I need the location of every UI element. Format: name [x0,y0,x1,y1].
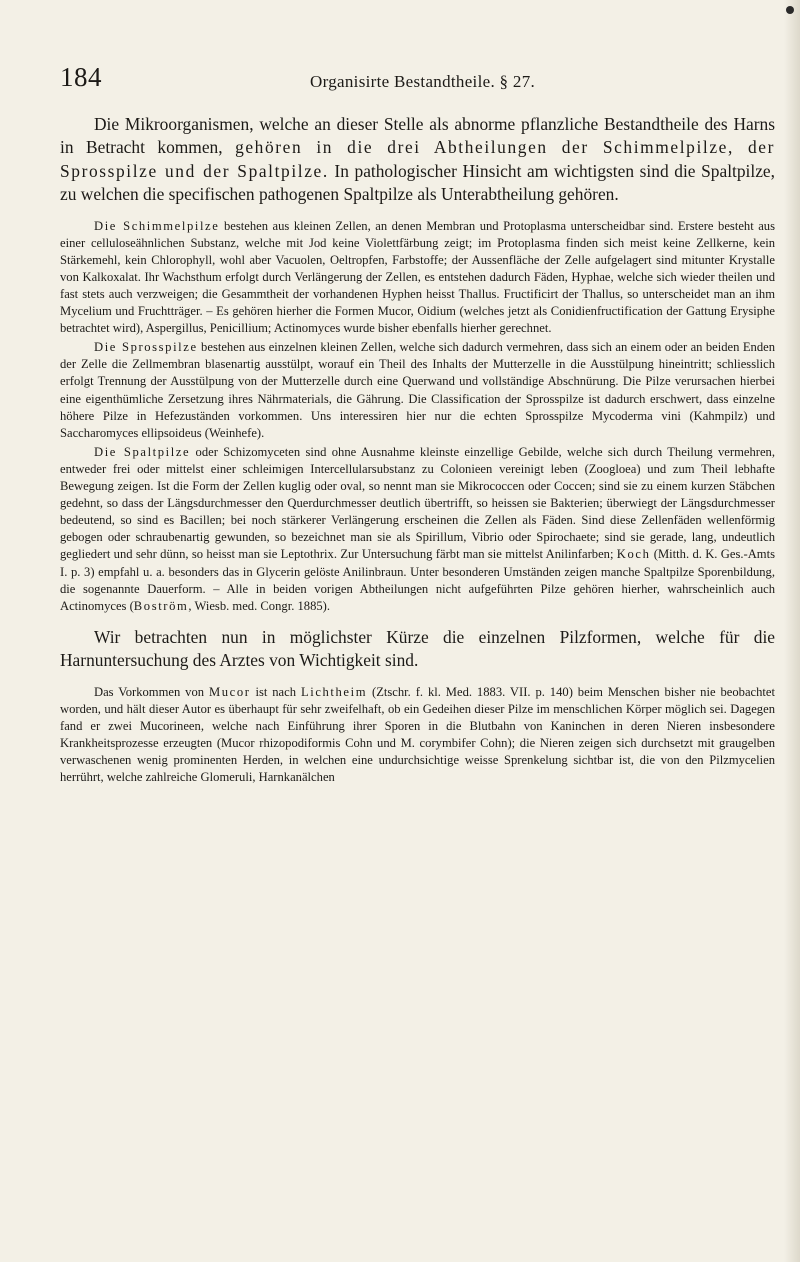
body-text [60,113,775,786]
spaltpilze-paragraph [60,444,775,615]
sprosspilze-text: bestehen aus einzelnen kleinen Zellen, welche sich dadurch vermehren, dass sich an einem oder an beiden Enden der Zelle die Zellmembran blasenartig ausstülpt, worauf ein Theil des Inhalts der Mutterzelle in die Ausstülpung hineintritt; schliesslich erfolgt Trennung der Ausstülpung von der Mutterzelle durch eine Querwand und vollständige Abschnürung. Die Pilze verursachen hierbei eine eigenthümliche Zersetzung ihres Nährmaterials, die Gährung. Die Classification der Sprosspilze ist dadurch erschwert, dass einzelne höhere Pilze in Hefezuständen vorkommen. Uns interessiren hier nur die echten Sprosspilze Mycoderma vini (Kahmpilz) und Saccharomyces ellipsoideus (Weinhefe). [60,340,776,440]
schimmelpilze-paragraph [60,218,775,338]
schimmelpilze-text: bestehen aus kleinen Zellen, an denen Membran und Protoplasma unterscheidbar sind. Erstere besteht aus einer celluloseähnlichen Substanz, welche mit Jod keine Violettfärbung zeigt; im Protoplasma finden sich meist keine Zellkerne, kein Stärkemehl, kein Chlorophyll, wohl aber Vacuolen, Oeltropfen, Farbstoffe; der Aussenfläche der Zelle aufgelagert sind mitunter Krystalle von Kalkoxalat. Ihr Wachsthum erfolgt durch Verlängerung der Zellen, es entstehen dadurch Fäden, Hyphae, welche sich wieder theilen und fast stets auch verzweigen; die Gesammtheit der vorhandenen Hyphen heisst Thallus. Fructificirt der Thallus, so unterscheidet man an ihm Mycelium und Fruchtträger. – Es gehören hierher die Formen Mucor, Oidium (welches jetzt als Conidienfructification der Gattung Erysiphe betrachtet wird), Aspergillus, Penicillium; Actinomyces wurde bisher ebenfalls hierher gerechnet. [60,218,775,336]
overview-paragraph: Wir betrachten nun in möglichster Kürze die einzelnen Pilzformen, welche für die Harnuntersuchung des Arztes von Wichtigkeit sind. [60,626,775,671]
author-bostroem: Boström [133,598,189,613]
spaltpilze-term: Die Spaltpilze [94,444,191,459]
intro-text-c: In pathologischer Hinsicht am wichtigsten sind die Spaltpilze, zu welchen die specifischen pathogenen Spaltpilze als Unterabtheilung gehören. [60,160,775,205]
mucor-term: Mucor [208,684,251,699]
spaltpilze-text-1: oder Schizomyceten sind ohne Ausnahme kleinste einzellige Gebilde, welche sich durch Theilung vermehren, entweder frei oder mittelst einer schleimigen Intercellularsubstanz zu Colonieen vereinigt leben (Zoogloea) und zum Theil lebhafte Bewegung zeigen. Ist die Form der Zellen kuglig oder oval, so nennt man sie Mikrococcen oder Coccen; sind sie zu einem kurzen Stäbchen gedehnt, so dass der Längsdurchmesser den Querdurchmesser deutlich übertrifft, so heissen sie Bakterien; überwiegt der Längsdurchmesser bedeutend, so sind es Bacillen; bei noch stärkerer Verlängerung erscheinen die Zellen als Fäden. Sind diese Zellenfäden wellenförmig gebogen oder schraubenartig gewunden, so bezeichnet man sie als Spirillum, Vibrio oder Spirochaete; sind sie gerade, lang, undeutlich gegliedert und sehr dünn, so heisst man sie Leptothrix. Zur Untersuchung färbt man sie mittelst Anilinfarben; [60,444,775,562]
page-edge-shadow [784,0,800,1262]
page-number: 184 [60,62,102,92]
intro-text-emphasis: gehören in die drei Abtheilungen der Schimmelpilze, der Sprosspilze und der Spaltpilze. [60,137,775,181]
running-head: Organisirte Bestandtheile. § 27. [310,72,536,91]
mucor-text-c: (Ztschr. f. kl. Med. 1883. VII. p. 140) beim Menschen bisher nie beobachtet worden, und hält dieser Autor es überhaupt für sehr zweifelhaft, ob ein Gedeihen dieser Pilze im menschlichen Körper möglich sei. Dagegen fand er zwei Mucorineen, welche nach Einführung ihrer Sporen in die Blutbahn von Kaninchen in deren Nieren insbesondere Krankheitsprozesse erzeugten (Mucor rhizopodiformis Cohn und M. corymbifer Cohn); die Nieren zeigen sich durchsetzt mit graugelben verwaschenen wenig prominenten Herden, in welchen eine undurchsichtige weisse Sprenkelung sichtbar ist, die von den Pilzmycelien herrührt, welche zahlreiche Glomeruli, Harnkanälchen [60,684,776,785]
binding-hole-mark [786,6,794,14]
intro-text-a: Die Mikroorganismen, welche an dieser Stelle als abnorme pflanzliche Bestandtheile des Harns in Betracht kommen, [60,114,775,158]
author-lichtheim: Lichtheim [300,684,368,699]
mucor-paragraph [60,684,775,787]
sprosspilze-paragraph [60,339,775,442]
mucor-text-a: Das Vorkommen von [94,684,209,699]
spaltpilze-text-3: , Wiesb. med. Congr. 1885). [188,598,331,613]
schimmelpilze-term: Die Schimmelpilze [94,218,220,233]
page-header [60,62,760,102]
author-koch: Koch [616,547,651,562]
spaltpilze-text-2: (Mitth. d. K. Ges.-Amts I. p. 3) empfahl u. a. besonders das in Glycerin gelöste Anilinbraun. Unter besonderen Umständen zeigen manche Spaltpilze Sporenbildung, die sogenannte Dauerform. – Alle in beiden vorigen Abtheilungen nicht aufgeführten Pilze gehören hierher, wahrscheinlich auch Actinomyces ( [60,547,775,613]
intro-paragraph [60,113,775,207]
mucor-text-b: ist nach [250,684,301,699]
sprosspilze-term: Die Sprosspilze [94,340,198,355]
